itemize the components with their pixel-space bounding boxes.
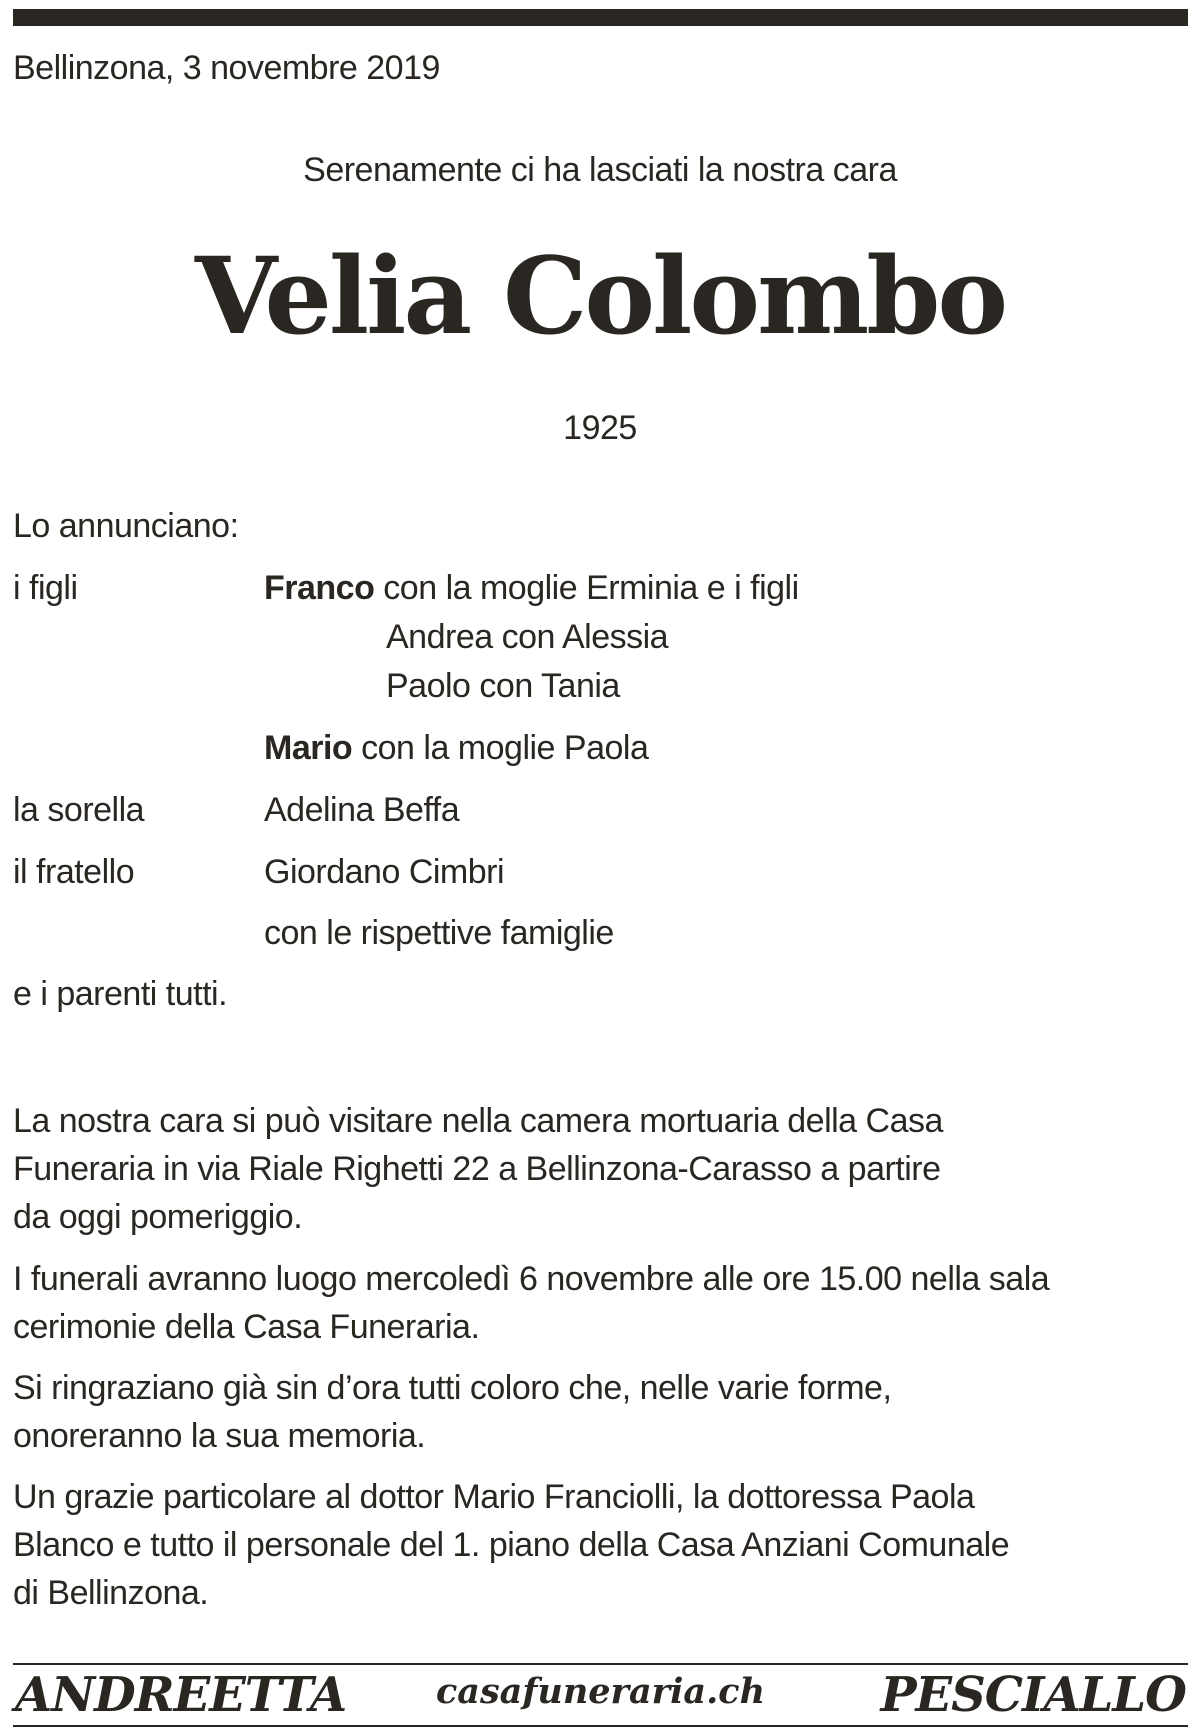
funeral-line: cerimonie della Casa Funeraria. [13,1308,480,1346]
child1-rest: con la moglie Erminia e i figli [374,569,799,607]
special-thanks-paragraph [13,1473,1193,1617]
top-rule [13,9,1188,26]
announcers-heading: Lo annunciano: [13,507,239,545]
sister-name: Adelina Beffa [264,791,460,829]
children-label: i figli [13,569,78,607]
funeral-paragraph [13,1255,1193,1351]
grandchild2: Paolo con Tania [386,667,620,705]
special-thanks-line: di Bellinzona. [13,1574,209,1612]
brother-name: Giordano Cimbri [264,853,505,891]
thanks-line: onoreranno la sua memoria. [13,1417,426,1455]
relatives-line: e i parenti tutti. [13,975,228,1013]
brand-right: PESCIALLO [880,1667,1186,1723]
place-date: Bellinzona, 3 novembre 2019 [13,49,440,87]
funeral-line: I funerali avranno luogo mercoledì 6 novembre alle ore 15.00 nella sala [13,1260,1050,1298]
visit-line: Funeraria in via Riale Righetti 22 a Bellinzona-Carasso a partire [13,1150,941,1188]
families-line: con le rispettive famiglie [264,914,614,952]
visit-paragraph [13,1097,1193,1241]
birth-year: 1925 [563,409,637,447]
brother-label: il fratello [13,853,135,891]
child1-line [264,568,799,608]
brand-left: ANDREETTA [15,1667,347,1723]
intro-line: Serenamente ci ha lasciati la nostra cara [303,151,897,189]
child2-line [264,728,648,768]
visit-line: da oggi pomeriggio. [13,1198,303,1236]
thanks-line: Si ringraziano già sin d’ora tutti coloro che, nelle varie forme, [13,1369,892,1407]
website-link[interactable]: casafuneraria.ch [435,1671,766,1712]
special-thanks-line: Blanco e tutto il personale del 1. piano della Casa Anziani Comunale [13,1526,1010,1564]
child2-name: Mario [264,729,353,767]
child1-name: Franco [264,569,375,607]
visit-line: La nostra cara si può visitare nella camera mortuaria della Casa [13,1102,943,1140]
footer-band [13,1663,1188,1727]
child2-rest: con la moglie Paola [352,729,649,767]
sister-label: la sorella [13,791,145,829]
thanks-paragraph [13,1364,1193,1460]
deceased-name: Velia Colombo [194,233,1006,358]
grandchild1: Andrea con Alessia [386,618,669,656]
special-thanks-line: Un grazie particolare al dottor Mario Franciolli, la dottoressa Paola [13,1478,975,1516]
